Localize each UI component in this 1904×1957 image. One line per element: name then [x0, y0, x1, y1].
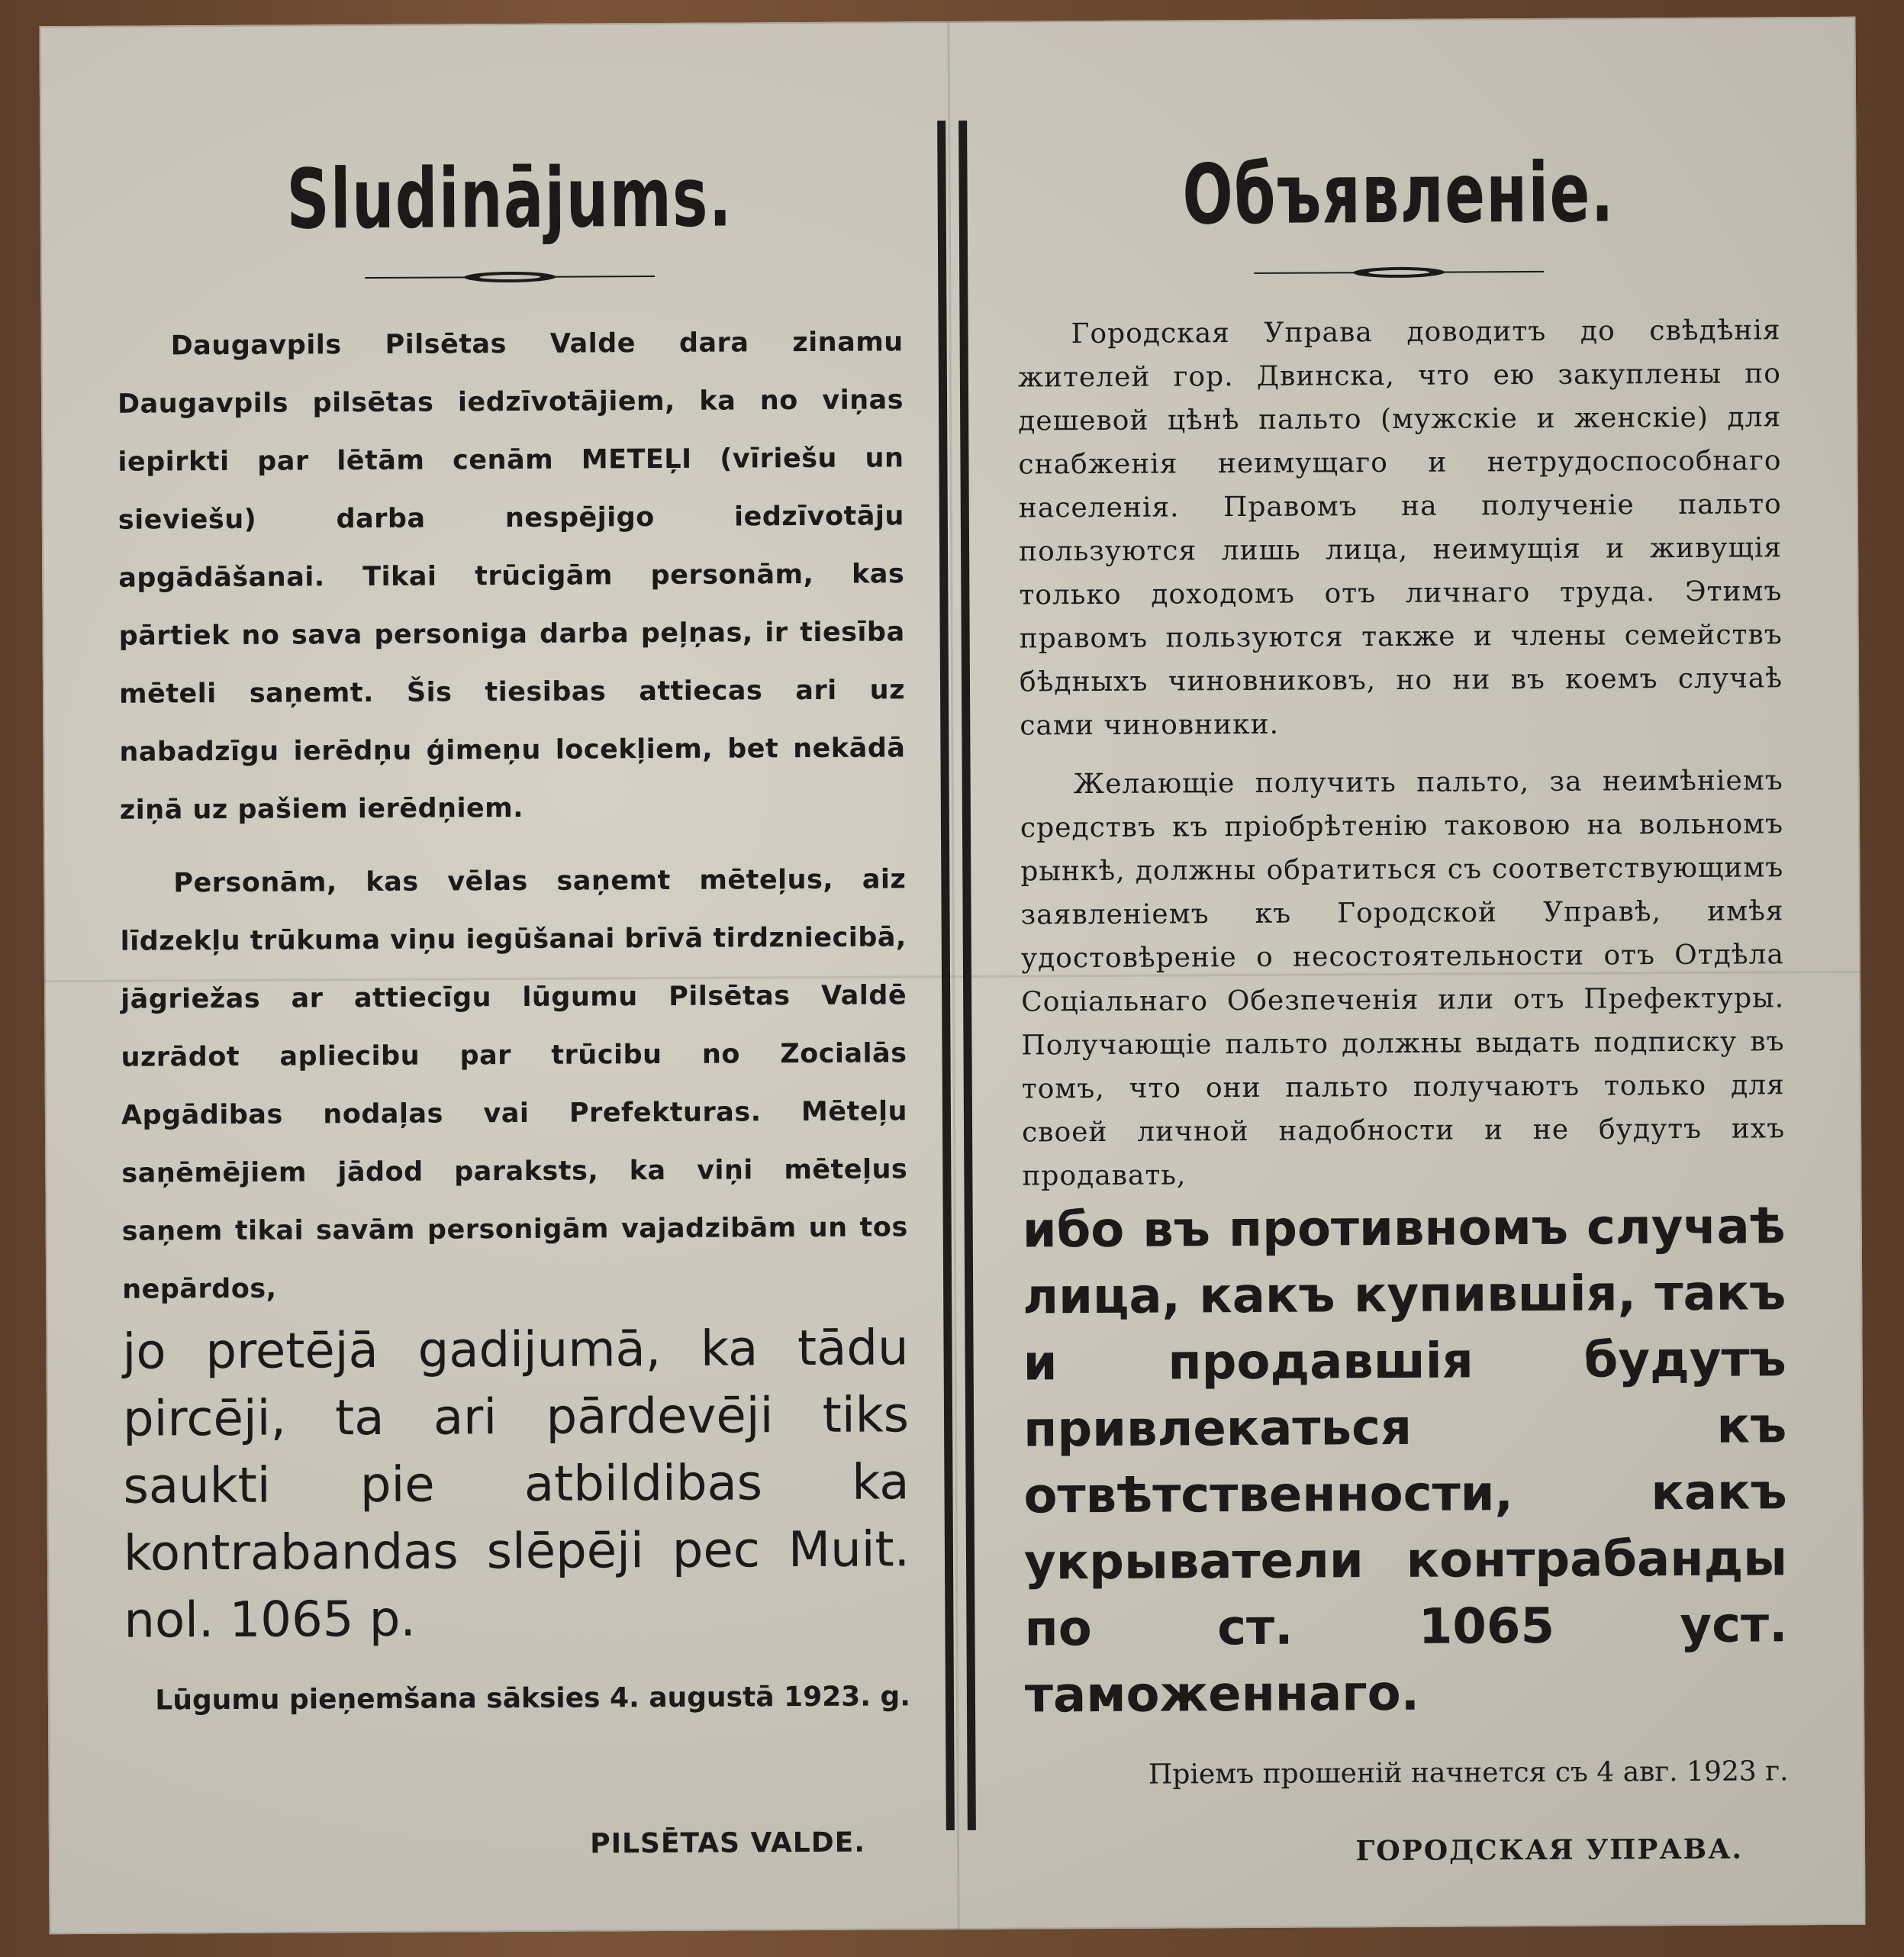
russian-date: Пріемъ прошеній начнется съ 4 авг. 1923 г. — [1148, 1755, 1789, 1791]
latvian-signature: PILSĒTAS VALDE. — [590, 1826, 866, 1860]
russian-column — [1016, 108, 1789, 1868]
russian-signature: ГОРОДСКАЯ УПРАВА. — [1355, 1833, 1744, 1868]
latvian-warning: jo pretējā gadijumā, ka tādu pircēji, ta ari pārdevēji tiks saukti pie atbildibas ka kontrabandas slēpēji pec Muit. nol. 1065 p. — [122, 1320, 910, 1649]
russian-title: Объявленіе. — [1182, 145, 1616, 243]
latvian-column — [116, 113, 911, 1862]
ornament-divider-icon — [1254, 263, 1544, 282]
latvian-paragraph-1: Daugavpils Pilsētas Valde dara zinamu Daugavpils pilsētas iedzīvotājiem, ka no viņas iepirkti par lētām cenām METEĻI (vīriešu un sieviešu) darba nespējigo iedzīvotāju apgādāšanai. Tikai trūcigām personām, kas pārtiek no sava personiga darba peļņas, ir tiesība mēteli saņemt. Šis tiesibas attiecas ari uz nabadzīgu ierēdņu ģimeņu locekļiem, bet nekādā ziņā uz pašiem ierēdņiem. — [117, 327, 906, 826]
ornament-divider-icon — [365, 267, 655, 287]
poster-sheet — [39, 17, 1865, 1934]
russian-paragraph-1: Городская Управа доводитъ до свѣдѣнія жителей гор. Двинска, что ею закуплены по дешевой цѣнѣ пальто (мужскіе и женскіе) для снабженія неимущаго и нетрудоспособнаго населенія. Правомъ на полученіе пальто пользуются лишь лица, неимущія и живущія только доходомъ отъ личнаго труда. Этимъ правомъ пользуются также и члены семействъ бѣдныхъ чиновниковъ, но ни въ коемъ случаѣ сами чиновники. — [1017, 314, 1783, 742]
russian-warning: ибо въ противномъ случаѣ лица, какъ купившія, такъ и продавшія будутъ привлекаться къ отвѣтственности, какъ укрыватели контрабанды по ст. 1065 уст. таможеннаго. — [1022, 1198, 1788, 1724]
latvian-date: Lūgumu pieņemšana sāksies 4. augustā 1923. g. — [155, 1681, 911, 1717]
latvian-paragraph-2: Personām, kas vēlas saņemt mēteļus, aiz līdzekļu trūkuma viņu iegūšanai brīvā tirdzniecibā, jāgriežas ar attiecīgu lūgumu Pilsētas Valdē uzrādot apliecibu par trūcibu no Zocialās Apgādibas nodaļas vai Prefekturas. Mēteļu saņēmējiem jādod paraksts, ka viņi mēteļus saņem tikai savām personigām vajadzibām un tos nepārdos, — [120, 864, 908, 1305]
russian-paragraph-2: Желающіе получить пальто, за неимѣніемъ средствъ къ пріобрѣтенію таковою на вольномъ рынкѣ, должны обратиться съ соответствующимъ заявленіемъ къ Городской Управѣ, имѣя удостовѣреніе о несостоятельности отъ Отдѣла Соціальнаго Обезпеченія или отъ Префектуры. Получающіе пальто должны выдать подписку въ томъ, что они пальто получаютъ только для своей личной надобности и не будутъ ихъ продавать, — [1020, 765, 1786, 1192]
double-rule-divider — [931, 121, 986, 1830]
latvian-title: Sludinājums. — [286, 150, 733, 248]
